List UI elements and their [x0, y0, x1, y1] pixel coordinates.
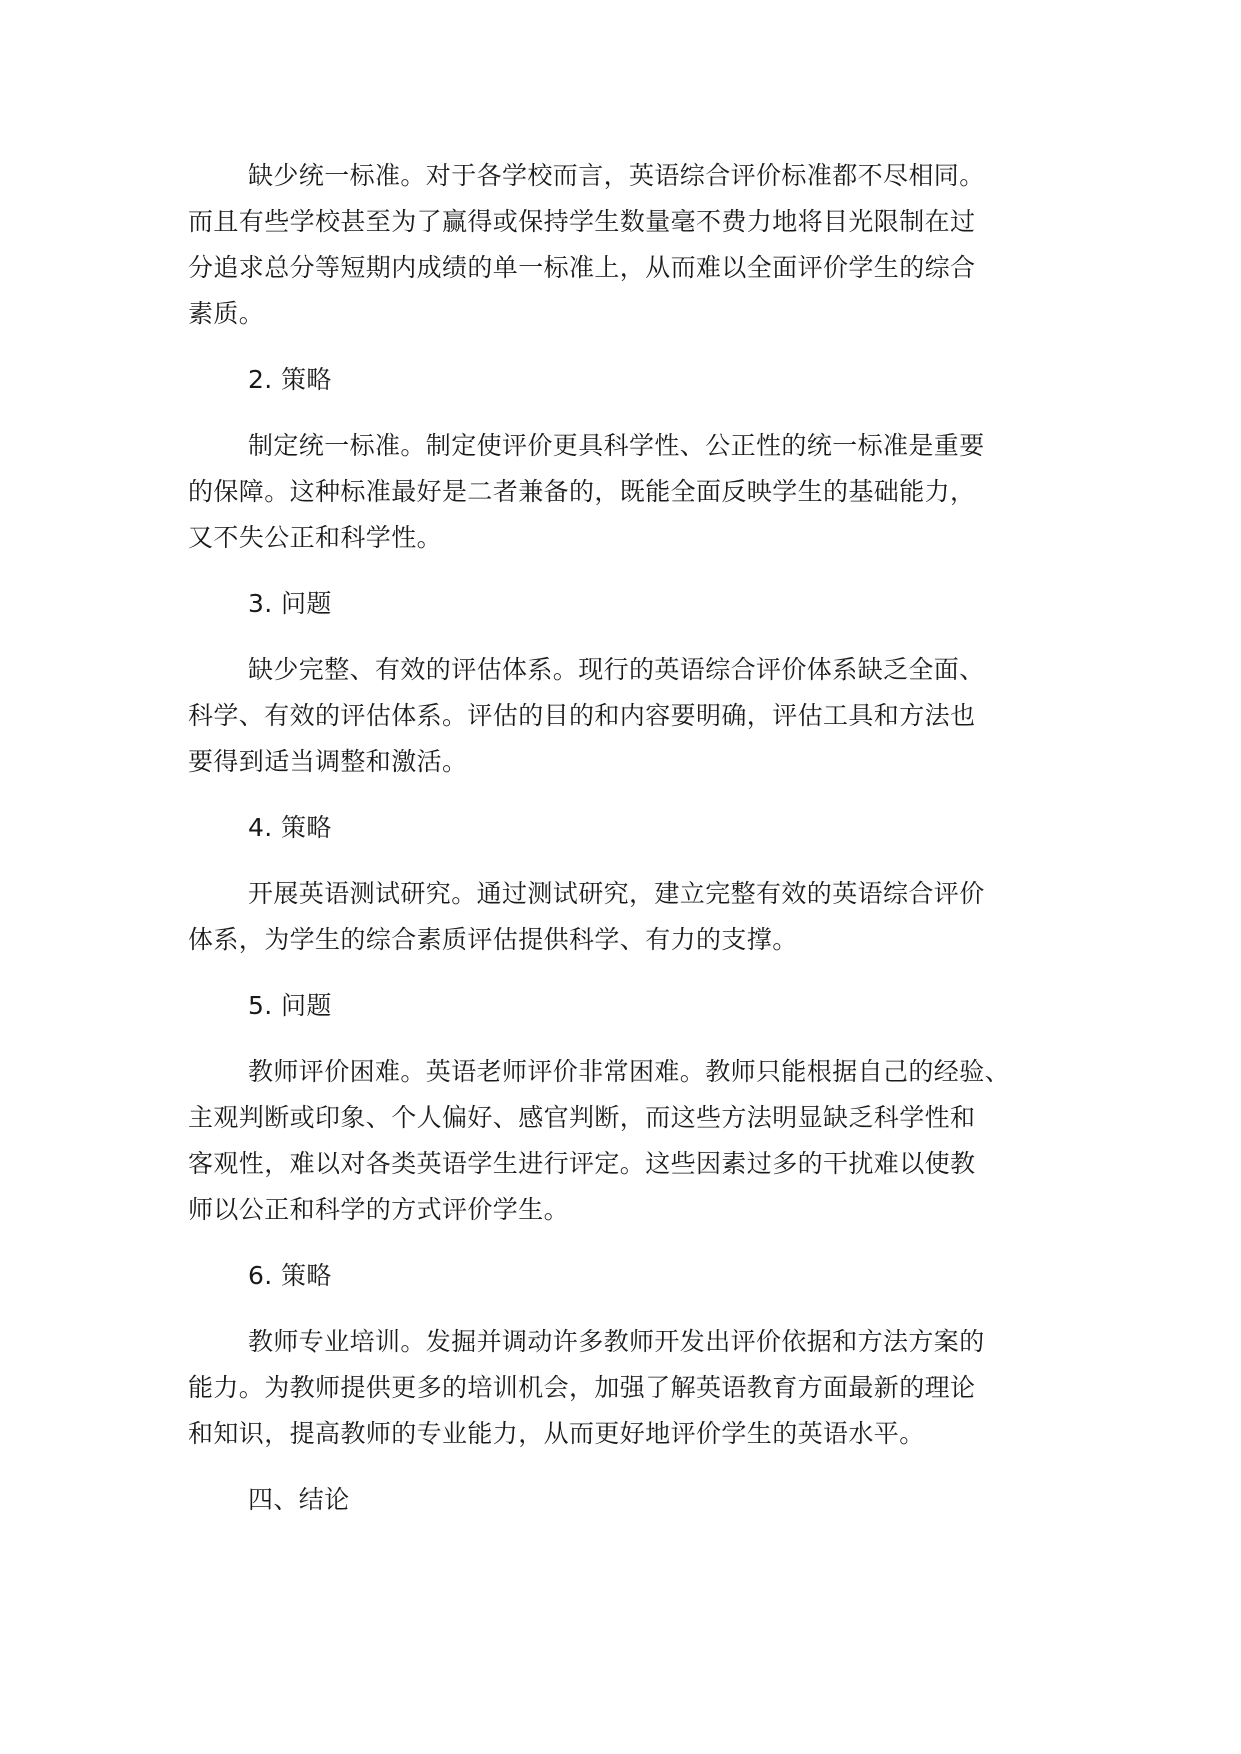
paragraph-line: 的保障。这种标准最好是二者兼备的，既能全面反映学生的基础能力， [188, 477, 976, 506]
section-heading: 4. 策略 [248, 813, 332, 842]
paragraph-line: 缺少统一标准。对于各学校而言，英语综合评价标准都不尽相同。 [248, 161, 985, 190]
section-heading: 5. 问题 [248, 991, 332, 1020]
paragraph-line: 缺少完整、有效的评估体系。现行的英语综合评价体系缺乏全面、 [248, 655, 985, 684]
paragraph-line: 而且有些学校甚至为了赢得或保持学生数量毫不费力地将目光限制在过 [188, 207, 976, 236]
section-heading: 四、结论 [248, 1485, 350, 1514]
section-heading: 3. 问题 [248, 589, 332, 618]
section-heading: 2. 策略 [248, 365, 332, 394]
paragraph-line: 教师评价困难。英语老师评价非常困难。教师只能根据自己的经验、 [248, 1057, 1011, 1086]
paragraph-line: 分追求总分等短期内成绩的单一标准上，从而难以全面评价学生的综合 [188, 253, 976, 282]
paragraph-line: 科学、有效的评估体系。评估的目的和内容要明确，评估工具和方法也 [188, 701, 976, 730]
paragraph-line: 客观性，难以对各类英语学生进行评定。这些因素过多的干扰难以使教 [188, 1149, 976, 1178]
paragraph-line: 开展英语测试研究。通过测试研究，建立完整有效的英语综合评价 [248, 879, 985, 908]
paragraph-line: 主观判断或印象、个人偏好、感官判断，而这些方法明显缺乏科学性和 [188, 1103, 976, 1132]
paragraph-line: 素质。 [188, 299, 265, 328]
paragraph-line: 体系，为学生的综合素质评估提供科学、有力的支撑。 [188, 925, 798, 954]
paragraph-line: 师以公正和科学的方式评价学生。 [188, 1195, 570, 1224]
paragraph-line: 要得到适当调整和激活。 [188, 747, 468, 776]
paragraph-line: 制定统一标准。制定使评价更具科学性、公正性的统一标准是重要 [248, 431, 985, 460]
paragraph-line: 教师专业培训。发掘并调动许多教师开发出评价依据和方法方案的 [248, 1327, 985, 1356]
paragraph-line: 和知识，提高教师的专业能力，从而更好地评价学生的英语水平。 [188, 1419, 925, 1448]
section-heading: 6. 策略 [248, 1261, 332, 1290]
paragraph-line: 又不失公正和科学性。 [188, 523, 443, 552]
paragraph-line: 能力。为教师提供更多的培训机会，加强了解英语教育方面最新的理论 [188, 1373, 976, 1402]
